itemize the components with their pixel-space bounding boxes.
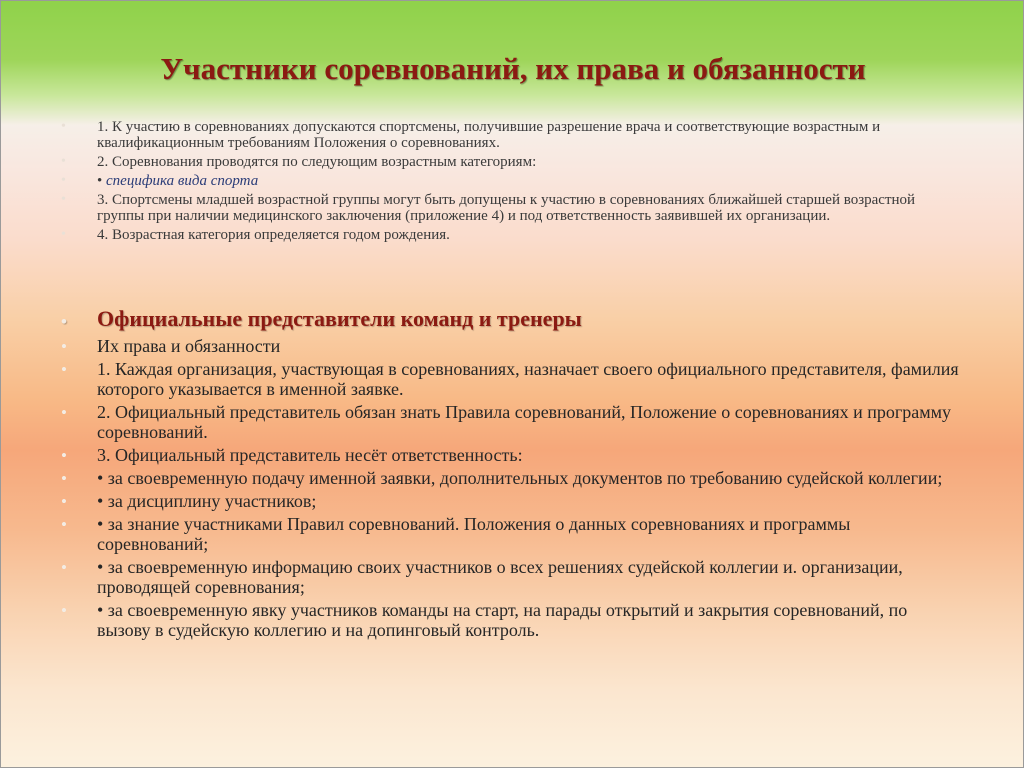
bullet-icon: • [61, 469, 67, 488]
list-item-italic-text: специфика вида спорта [106, 173, 259, 189]
list-item-text: Их права и обязанности [97, 336, 281, 356]
section-heading-text: Официальные представители команд и тренеры [97, 306, 582, 331]
bullet-icon: • [61, 601, 67, 620]
list-item-prefix: • [97, 173, 107, 189]
bullet-icon: • [61, 446, 67, 465]
list-item [61, 192, 961, 224]
bullet-icon: • [61, 192, 66, 207]
list-item-text: 1. К участию в соревнованиях допускаются спортсмены, получившие разрешение врача и соответствующие возрастным и квалификационным требованиям Положения о соревнованиях. [97, 119, 881, 151]
list-item-text: • за своевременную явку участников команды на старт, на парады открытий и закрытия соревнований, по вызову в судейскую коллегию и на допинговый контроль. [97, 600, 908, 640]
list-item [61, 154, 961, 170]
list-item-text: 1. Каждая организация, участвующая в соревнованиях, назначает своего официального представителя, фамилия которого указывается в именной заявке. [97, 359, 959, 399]
list-item-text: • за знание участниками Правил соревнований. Положения о данных соревнованиях и программы соревнований; [97, 514, 851, 554]
list-item-text: • за дисциплину участников; [97, 491, 317, 511]
bullet-icon: • [61, 337, 67, 356]
list-item-text: 2. Официальный представитель обязан знать Правила соревнований, Положение о соревнованиях и программу соревнований. [97, 402, 952, 442]
section-heading [61, 305, 961, 333]
bullet-icon: • [61, 227, 66, 242]
list-item [61, 173, 961, 189]
list-item-text: 2. Соревнования проводятся по следующим возрастным категориям: [97, 154, 537, 170]
list-item [61, 468, 961, 488]
list-item-text: 3. Официальный представитель несёт ответственность: [97, 445, 523, 465]
list-item [61, 491, 961, 511]
bullet-icon: • [61, 558, 67, 577]
bullet-icon: • [61, 360, 67, 379]
list-item [61, 514, 961, 554]
list-item [61, 119, 961, 151]
list-item [61, 227, 961, 243]
bullet-icon: • [61, 173, 66, 188]
list-item [61, 600, 961, 640]
bullet-icon: • [61, 312, 67, 331]
bullet-icon: • [61, 154, 66, 169]
slide-title: Участники соревнований, их права и обязанности [160, 51, 866, 86]
list-item [61, 557, 961, 597]
list-item [61, 336, 961, 356]
bullet-icon: • [61, 403, 67, 422]
bullet-icon: • [61, 492, 67, 511]
bullet-icon: • [61, 515, 67, 534]
list-item [61, 445, 961, 465]
rules-list [61, 119, 961, 246]
list-item [61, 402, 961, 442]
list-item [61, 359, 961, 399]
bullet-icon: • [61, 119, 66, 134]
list-item-text: 4. Возрастная категория определяется годом рождения. [97, 227, 450, 243]
list-item-text: • за своевременную подачу именной заявки, дополнительных документов по требованию судейской коллегии; [97, 468, 943, 488]
list-item-text: 3. Спортсмены младшей возрастной группы могут быть допущены к участию в соревнованиях ближайшей старшей возрастной группы при наличии медицинского заключения (приложение 4) и под ответственность заявившей их организации. [97, 192, 916, 224]
list-item-text: • за своевременную информацию своих участников о всех решениях судейской коллегии и. организации, проводящей соревнования; [97, 557, 903, 597]
representatives-list [61, 305, 961, 643]
